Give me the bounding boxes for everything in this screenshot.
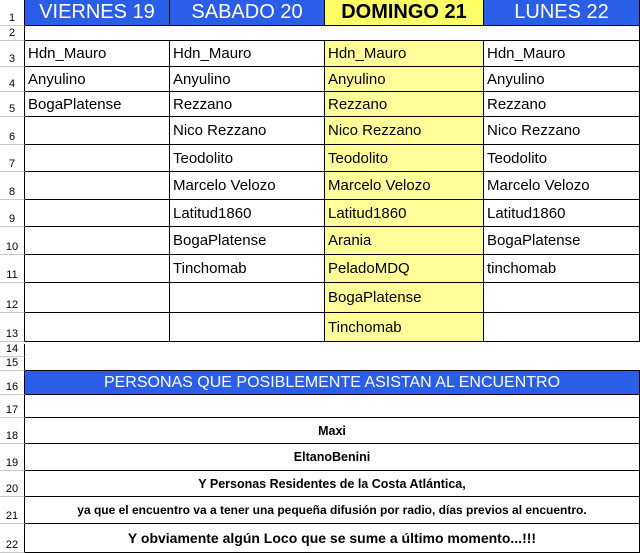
schedule-cell[interactable]: Tinchomab [170,255,325,283]
schedule-row [0,313,640,342]
schedule-cell[interactable]: Rezzano [325,92,484,117]
note-cell[interactable]: ya que el encuentro va a tener una pequeña difusión por radio, días previos al encuentro. [25,497,640,524]
note-cell[interactable] [25,395,640,418]
schedule-row [0,145,640,172]
schedule-row [0,117,640,145]
schedule-cell[interactable]: Anyulino [25,67,170,92]
schedule-row [0,92,640,117]
schedule-cell[interactable] [25,255,170,283]
row-number[interactable]: 16 [0,371,25,395]
cell[interactable] [325,26,484,41]
schedule-row [0,41,640,67]
schedule-cell[interactable] [25,172,170,200]
schedule-cell[interactable]: BogaPlatense [484,227,640,255]
note-row [0,444,640,471]
note-row [0,497,640,524]
schedule-cell[interactable]: Nico Rezzano [170,117,325,145]
schedule-cell[interactable]: Arania [325,227,484,255]
schedule-cell[interactable] [484,313,640,342]
schedule-cell[interactable] [25,313,170,342]
row-number[interactable]: 19 [0,444,25,471]
schedule-row [0,227,640,255]
row-number[interactable]: 9 [0,200,25,227]
row-number[interactable]: 10 [0,227,25,255]
schedule-cell[interactable]: Hdn_Mauro [484,41,640,67]
schedule-row [0,67,640,92]
schedule-cell[interactable]: tinchomab [484,255,640,283]
schedule-cell[interactable]: BogaPlatense [325,283,484,313]
schedule-cell[interactable] [170,313,325,342]
row-number[interactable]: 8 [0,172,25,200]
header-lunes[interactable]: LUNES 22 [484,0,640,26]
row-number[interactable]: 7 [0,145,25,172]
note-cell[interactable]: Maxi [25,418,640,444]
schedule-cell[interactable]: Teodolito [484,145,640,172]
note-row [0,418,640,444]
cell[interactable] [170,26,325,41]
cell[interactable] [484,26,640,41]
schedule-cell[interactable]: Hdn_Mauro [325,41,484,67]
schedule-cell[interactable]: Teodolito [325,145,484,172]
blank-row [0,26,640,41]
schedule-cell[interactable]: Marcelo Velozo [170,172,325,200]
schedule-cell[interactable]: Anyulino [170,67,325,92]
note-row [0,524,640,553]
row-number[interactable]: 6 [0,117,25,145]
note-cell[interactable]: EltanoBenini [25,444,640,471]
schedule-cell[interactable] [25,117,170,145]
schedule-cell[interactable]: BogaPlatense [25,92,170,117]
schedule-cell[interactable] [25,145,170,172]
cell[interactable] [25,357,640,371]
schedule-cell[interactable]: Anyulino [484,67,640,92]
header-row [0,0,640,26]
row-number[interactable]: 1 [0,0,25,26]
note-cell[interactable]: Y obviamente algún Loco que se sume a último momento...!!! [25,524,640,553]
blank-row [0,344,640,357]
row-number[interactable]: 22 [0,524,25,553]
cell[interactable] [25,344,640,357]
schedule-cell[interactable] [170,283,325,313]
row-number[interactable]: 17 [0,395,25,418]
section-title[interactable]: PERSONAS QUE POSIBLEMENTE ASISTAN AL ENCUENTRO [25,371,640,395]
schedule-cell[interactable]: Rezzano [170,92,325,117]
schedule-row [0,255,640,283]
row-number[interactable]: 2 [0,26,25,41]
note-row [0,471,640,497]
schedule-cell[interactable]: Tinchomab [325,313,484,342]
row-number[interactable]: 11 [0,255,25,283]
schedule-row [0,200,640,227]
schedule-cell[interactable]: BogaPlatense [170,227,325,255]
schedule-cell[interactable]: Hdn_Mauro [170,41,325,67]
schedule-cell[interactable]: Nico Rezzano [325,117,484,145]
schedule-cell[interactable]: Latitud1860 [170,200,325,227]
row-number[interactable]: 5 [0,92,25,117]
schedule-cell[interactable] [25,200,170,227]
header-domingo[interactable]: DOMINGO 21 [325,0,484,26]
schedule-cell[interactable]: Marcelo Velozo [325,172,484,200]
blank-row [0,357,640,371]
schedule-cell[interactable] [25,283,170,313]
row-number[interactable]: 15 [0,357,25,371]
schedule-cell[interactable]: Rezzano [484,92,640,117]
row-number[interactable]: 20 [0,471,25,497]
row-number[interactable]: 12 [0,283,25,313]
row-number[interactable]: 13 [0,313,25,342]
schedule-cell[interactable]: Nico Rezzano [484,117,640,145]
note-cell[interactable]: Y Personas Residentes de la Costa Atlántica, [25,471,640,497]
row-number[interactable]: 21 [0,497,25,524]
schedule-cell[interactable] [25,227,170,255]
note-row [0,395,640,418]
row-number[interactable]: 14 [0,344,25,357]
header-sabado[interactable]: SABADO 20 [170,0,325,26]
schedule-cell[interactable]: Latitud1860 [325,200,484,227]
schedule-row [0,172,640,200]
schedule-cell[interactable]: Latitud1860 [484,200,640,227]
section-banner-row [0,371,640,395]
row-number[interactable]: 3 [0,41,25,67]
schedule-cell[interactable] [484,283,640,313]
schedule-cell[interactable]: Marcelo Velozo [484,172,640,200]
schedule-cell[interactable]: Hdn_Mauro [25,41,170,67]
row-number[interactable]: 18 [0,418,25,444]
schedule-row [0,283,640,313]
header-viernes[interactable]: VIERNES 19 [25,0,170,26]
cell[interactable] [25,26,170,41]
schedule-cell[interactable]: Anyulino [325,67,484,92]
row-number[interactable]: 4 [0,67,25,92]
schedule-cell[interactable]: PeladoMDQ [325,255,484,283]
schedule-cell[interactable]: Teodolito [170,145,325,172]
